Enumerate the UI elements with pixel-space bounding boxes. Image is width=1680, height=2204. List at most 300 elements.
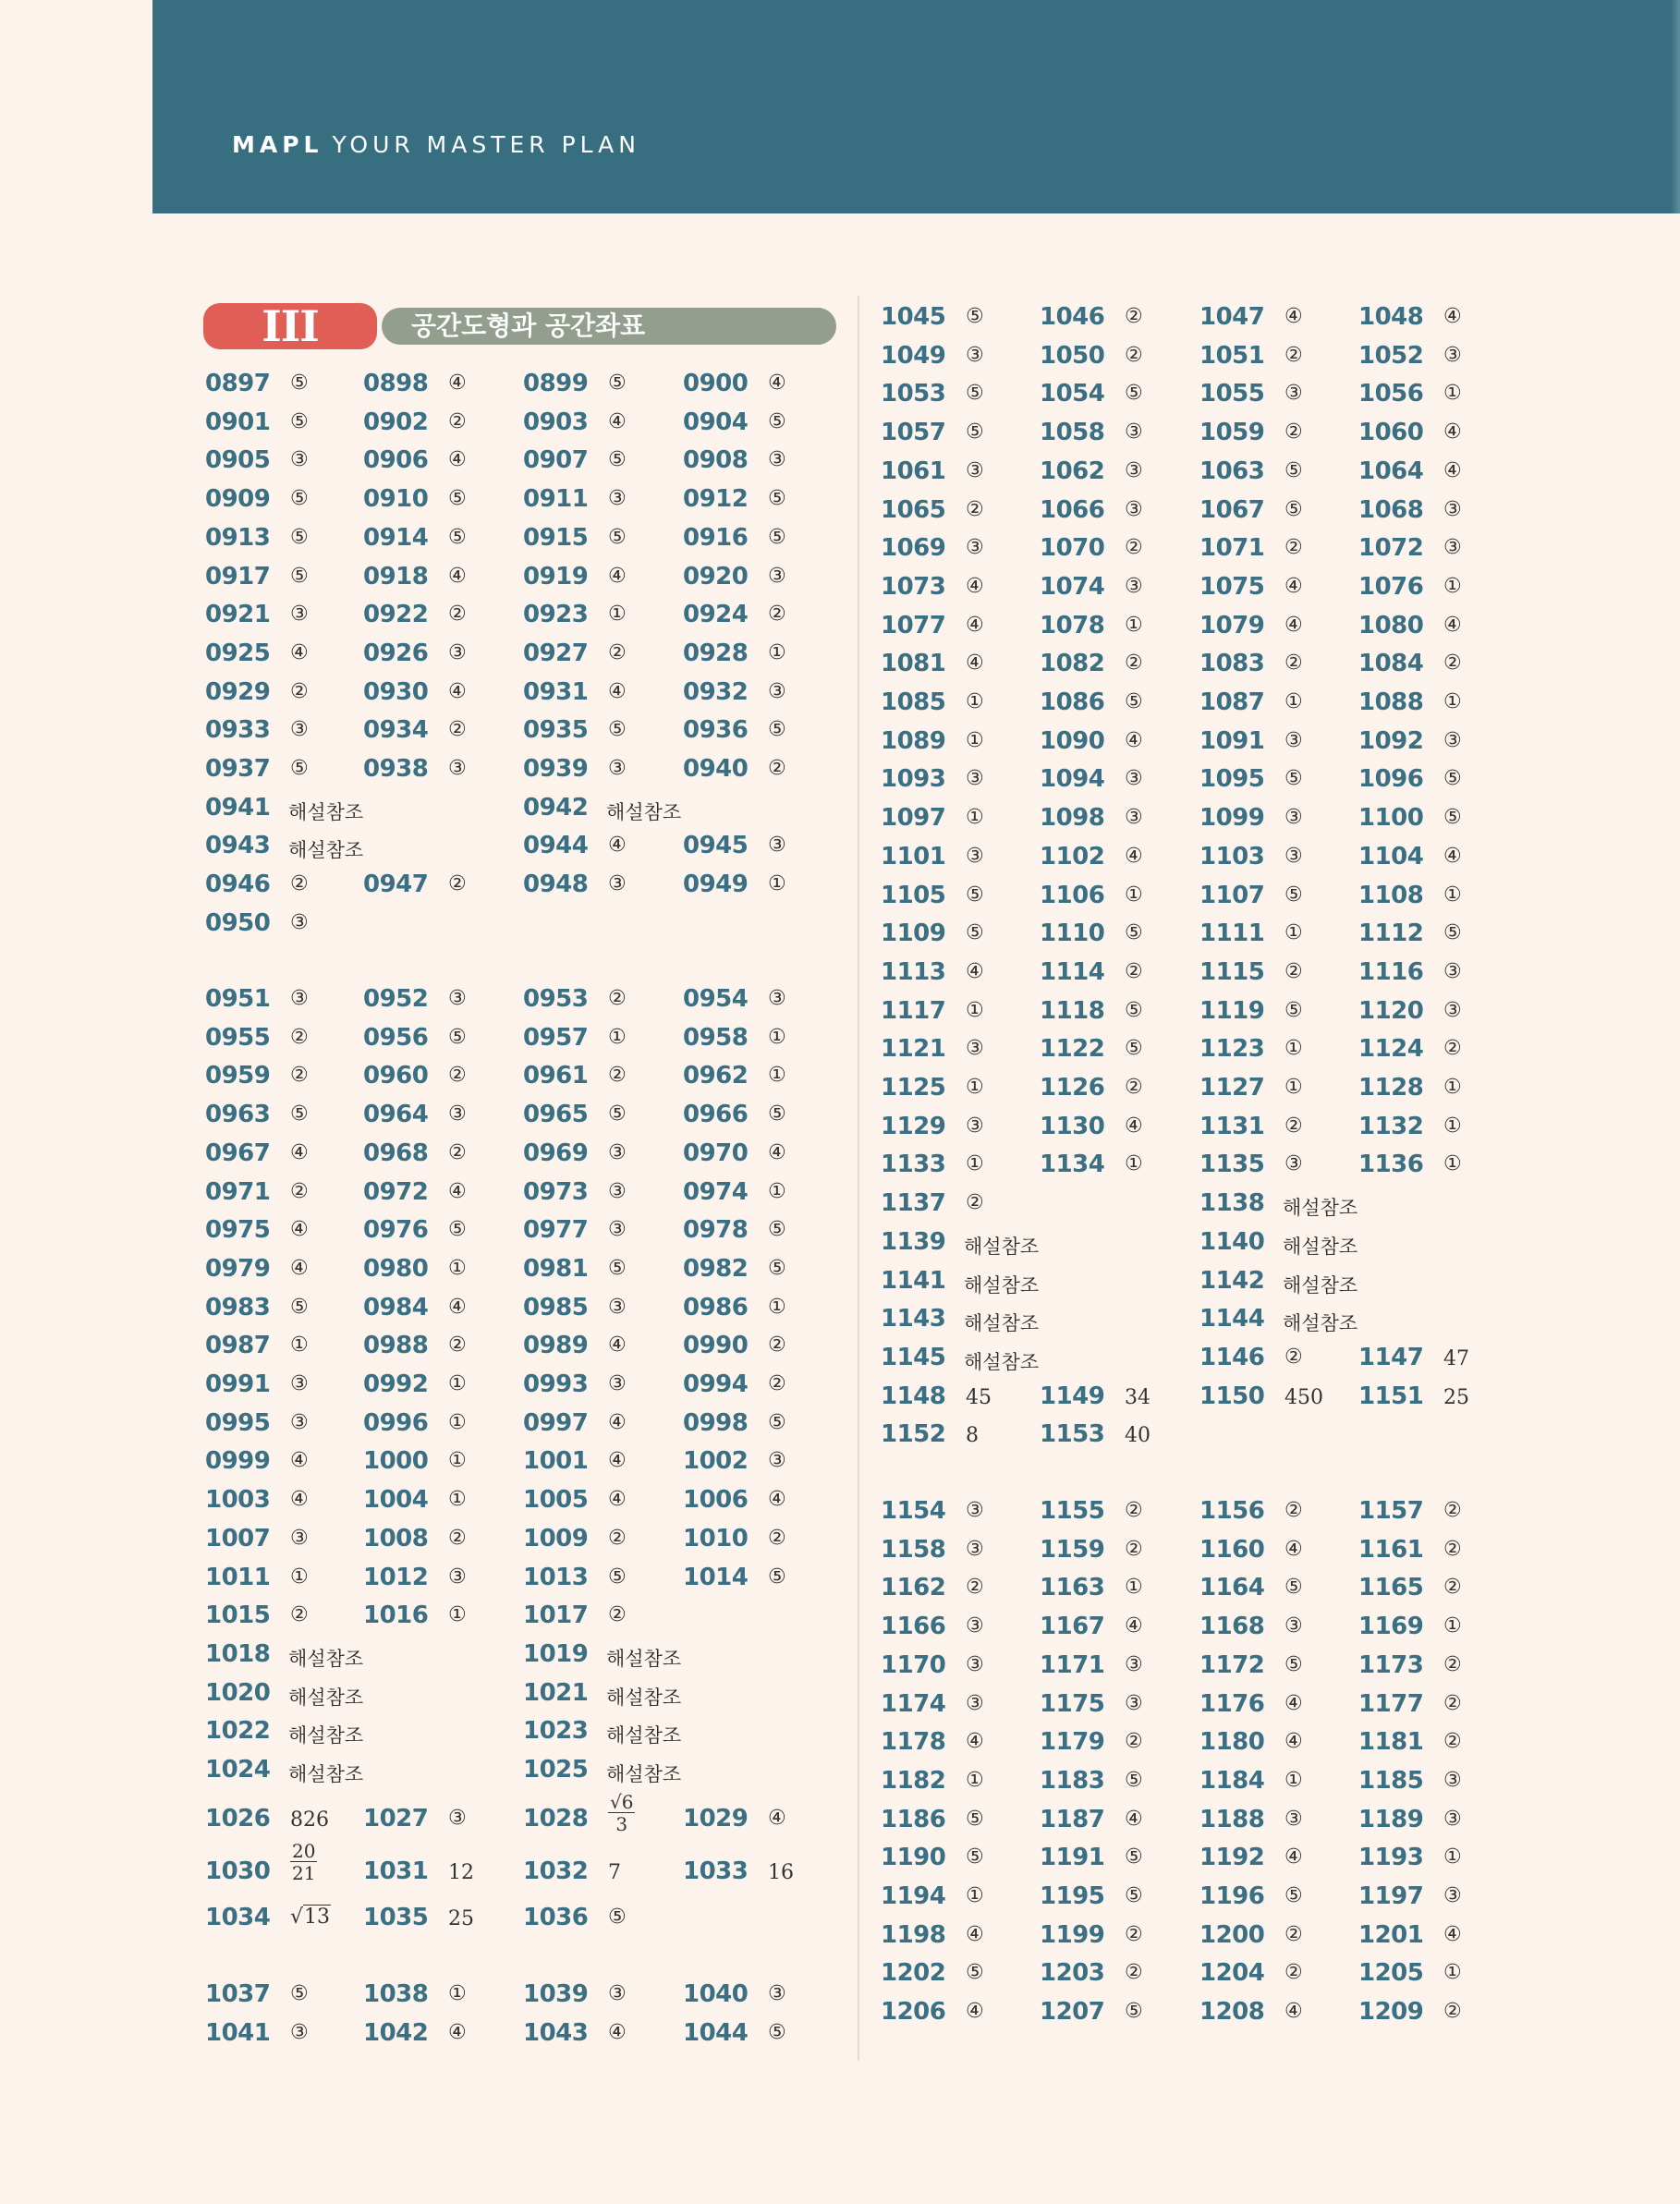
question-number: 1081 [881, 650, 946, 678]
answer-value: ③ [1284, 806, 1303, 830]
answer-value: ② [290, 1179, 309, 1203]
question-number: 0962 [683, 1062, 749, 1090]
question-number: 1075 [1199, 572, 1265, 601]
question-number: 0958 [683, 1023, 749, 1052]
question-number: 1154 [881, 1497, 946, 1525]
question-number: 1010 [683, 1524, 749, 1553]
question-number: 1080 [1358, 611, 1424, 639]
question-number: 0986 [683, 1293, 749, 1321]
question-number: 0963 [205, 1101, 271, 1129]
question-number: 1070 [1040, 534, 1105, 563]
question-number: 1141 [881, 1266, 946, 1295]
answer-value: ③ [1125, 1691, 1143, 1715]
question-number: 1185 [1358, 1766, 1424, 1795]
radical-sign: √ [290, 1906, 304, 1929]
question-number: 1203 [1040, 1959, 1105, 1988]
question-number: 1047 [1199, 303, 1265, 331]
question-number: 0941 [205, 793, 271, 822]
question-number: 1202 [881, 1959, 946, 1988]
answer-value: 해설참조 [606, 1724, 682, 1747]
question-number: 1079 [1199, 611, 1265, 639]
question-number: 1170 [881, 1650, 946, 1679]
question-number: 1018 [205, 1639, 271, 1668]
question-number: 1156 [1199, 1497, 1265, 1525]
question-number: 1019 [523, 1639, 589, 1668]
question-number: 1184 [1199, 1766, 1265, 1795]
question-number: 1092 [1358, 726, 1424, 755]
question-number: 0920 [683, 562, 749, 591]
answer-value: ③ [966, 1614, 984, 1638]
answer-value: ⑤ [966, 420, 984, 444]
question-number: 1072 [1358, 534, 1424, 563]
question-number: 1167 [1040, 1613, 1105, 1641]
answer-value: ④ [448, 1295, 467, 1319]
question-number: 0919 [523, 562, 589, 591]
question-number: 0951 [205, 985, 271, 1013]
answer-value: ③ [1443, 343, 1462, 367]
answer-value: ④ [1443, 420, 1462, 444]
answer-value: ① [966, 806, 984, 830]
answer-value: ① [966, 690, 984, 713]
answer-value: ③ [290, 1526, 309, 1550]
answer-value: ② [1125, 343, 1143, 367]
question-number: 1102 [1040, 842, 1105, 871]
answer-value: ② [1125, 1537, 1143, 1561]
question-number: 1151 [1358, 1382, 1424, 1410]
answer-value: ⑤ [1284, 1884, 1303, 1907]
answer-value: ③ [966, 343, 984, 367]
question-number: 1086 [1040, 688, 1105, 716]
question-number: 1030 [205, 1857, 271, 1885]
answer-value: ① [448, 1410, 467, 1434]
column-divider [858, 296, 859, 2061]
answer-value: ③ [1284, 1807, 1303, 1831]
answer-value: ① [1443, 883, 1462, 907]
question-number: 0991 [205, 1370, 271, 1398]
question-number: 1101 [881, 842, 946, 871]
question-number: 1015 [205, 1601, 271, 1630]
question-number: 1195 [1040, 1882, 1105, 1910]
question-number: 1013 [523, 1563, 589, 1591]
question-number: 1116 [1358, 957, 1424, 986]
answer-value: ⑤ [608, 1102, 627, 1126]
question-number: 1159 [1040, 1535, 1105, 1564]
answer-value: ② [1443, 1652, 1462, 1676]
answer-value: ④ [448, 371, 467, 395]
answer-value: ⑤ [448, 1218, 467, 1242]
question-number: 1034 [205, 1904, 271, 1931]
answer-value: 해설참조 [1283, 1273, 1358, 1297]
answer-value: ① [966, 1152, 984, 1176]
question-number: 0926 [363, 639, 429, 667]
answer-value: ⑤ [1125, 1845, 1143, 1869]
answer-value: ⑤ [966, 883, 984, 907]
answer-value: ⑤ [290, 1295, 309, 1319]
question-number: 0975 [205, 1216, 271, 1245]
answer-value: ② [1443, 1499, 1462, 1522]
answer-value: 해설참조 [288, 1647, 364, 1670]
answer-value: ④ [608, 409, 627, 433]
question-number: 0915 [523, 523, 589, 552]
answer-value: ② [608, 640, 627, 664]
answer-value: ③ [448, 1565, 467, 1589]
answer-value: ⑤ [290, 371, 309, 395]
question-number: 1157 [1358, 1497, 1424, 1525]
question-number: 1077 [881, 611, 946, 639]
question-number: 1036 [523, 1904, 589, 1931]
answer-value: ⑤ [608, 1256, 627, 1280]
answer-value: ② [448, 1333, 467, 1358]
chapter-title: 공간도형과 공간좌표 [411, 311, 646, 341]
question-number: 1119 [1199, 996, 1265, 1025]
question-number: 1063 [1199, 457, 1265, 485]
answer-value: ① [1125, 1576, 1143, 1600]
question-number: 1021 [523, 1678, 589, 1707]
question-number: 1194 [881, 1882, 946, 1910]
question-number: 1016 [363, 1601, 429, 1630]
question-number: 0900 [683, 370, 749, 397]
question-number: 0999 [205, 1447, 271, 1476]
answer-value: ⑤ [290, 1982, 309, 2005]
question-number: 0899 [523, 370, 589, 397]
answer-value: ② [1125, 305, 1143, 328]
question-number: 0942 [523, 793, 589, 822]
answer-value: ④ [448, 564, 467, 588]
question-number: 0966 [683, 1101, 749, 1129]
answer-value: ③ [768, 679, 786, 703]
answer-value: ④ [1443, 458, 1462, 482]
answer-value: 해설참조 [964, 1273, 1040, 1297]
question-number: 1147 [1358, 1343, 1424, 1371]
answer-value: ⑤ [966, 382, 984, 406]
question-number: 0898 [363, 370, 429, 397]
chapter-numeral-badge [203, 303, 377, 349]
question-number: 0955 [205, 1023, 271, 1052]
answer-value: ③ [1443, 1768, 1462, 1792]
question-number: 0929 [205, 677, 271, 706]
question-number: 1199 [1040, 1920, 1105, 1949]
answer-value: ④ [1284, 1730, 1303, 1754]
answer-value: ④ [608, 1333, 627, 1358]
question-number: 0944 [523, 832, 589, 860]
question-number: 0994 [683, 1370, 749, 1398]
question-number: 1060 [1358, 419, 1424, 447]
answer-value: ② [1284, 1345, 1303, 1369]
answer-value: ② [290, 1025, 309, 1049]
question-number: 1037 [205, 1980, 271, 2008]
question-number: 0977 [523, 1216, 589, 1245]
answer-value: ① [290, 1333, 309, 1358]
question-number: 1200 [1199, 1920, 1265, 1949]
answer-value: ④ [1284, 574, 1303, 598]
question-number: 0933 [205, 716, 271, 745]
answer-value: ① [768, 872, 786, 896]
answer-value: ① [1443, 1114, 1462, 1138]
question-number: 1191 [1040, 1844, 1105, 1872]
answer-value: ③ [290, 448, 309, 472]
answer-value: ⑤ [966, 1845, 984, 1869]
answer-value: ⑤ [1443, 806, 1462, 830]
answer-value: ③ [1284, 728, 1303, 752]
question-number: 0980 [363, 1254, 429, 1283]
answer-value: ① [1284, 1768, 1303, 1792]
answer-value: ③ [768, 834, 786, 858]
answer-value: ③ [966, 1652, 984, 1676]
question-number: 1000 [363, 1447, 429, 1476]
question-number: 1145 [881, 1343, 946, 1371]
question-number: 0987 [205, 1332, 271, 1360]
answer-value: ⑤ [290, 487, 309, 511]
question-number: 0998 [683, 1408, 749, 1437]
answer-value: ③ [1284, 1614, 1303, 1638]
answer-value: ④ [966, 1730, 984, 1754]
question-number: 1187 [1040, 1805, 1105, 1833]
answer-value: 해설참조 [606, 1763, 682, 1785]
answer-value: ④ [1125, 728, 1143, 752]
question-number: 0938 [363, 755, 429, 783]
answer-fraction [608, 1792, 635, 1835]
question-number: 1005 [523, 1486, 589, 1515]
question-number: 0909 [205, 485, 271, 514]
answer-value: ③ [1443, 536, 1462, 560]
fraction-denominator: 3 [615, 1813, 628, 1835]
answer-value: ② [290, 1603, 309, 1627]
question-number: 0950 [205, 908, 271, 937]
question-number: 1196 [1199, 1882, 1265, 1910]
question-number: 1083 [1199, 650, 1265, 678]
answer-value: ⑤ [290, 564, 309, 588]
answer-value: ⑤ [1125, 1884, 1143, 1907]
answer-value: ② [448, 603, 467, 627]
question-number: 1035 [363, 1904, 429, 1931]
answer-value: ③ [1125, 420, 1143, 444]
question-number: 1140 [1199, 1227, 1265, 1256]
answer-value: ③ [966, 1537, 984, 1561]
answer-value: ⑤ [768, 1256, 786, 1280]
question-number: 1111 [1199, 919, 1265, 948]
answer-value: ④ [1125, 1114, 1143, 1138]
question-number: 0952 [363, 985, 429, 1013]
question-number: 1073 [881, 572, 946, 601]
question-number: 1009 [523, 1524, 589, 1553]
answer-value: ① [1125, 883, 1143, 907]
question-number: 1074 [1040, 572, 1105, 601]
answer-value: 16 [768, 1861, 794, 1884]
question-number: 1011 [205, 1563, 271, 1591]
answer-value: ① [448, 1256, 467, 1280]
answer-value: ③ [448, 987, 467, 1010]
question-number: 0985 [523, 1293, 589, 1321]
answer-value: ④ [608, 1410, 627, 1434]
answer-value: ④ [1125, 1614, 1143, 1638]
answer-value: ③ [768, 448, 786, 472]
question-number: 1008 [363, 1524, 429, 1553]
answer-value: ④ [1125, 844, 1143, 868]
question-number: 0981 [523, 1254, 589, 1283]
question-number: 0947 [363, 871, 429, 899]
answer-value: ③ [768, 1982, 786, 2005]
answer-value: ① [1443, 1845, 1462, 1869]
question-number: 1201 [1358, 1920, 1424, 1949]
answer-value: ④ [290, 1256, 309, 1280]
brand-tagline: YOUR MASTER PLAN [332, 131, 640, 158]
answer-value: ① [448, 1603, 467, 1627]
question-number: 1024 [205, 1756, 271, 1784]
question-number: 1020 [205, 1678, 271, 1707]
question-number: 1176 [1199, 1689, 1265, 1718]
question-number: 1061 [881, 457, 946, 485]
answer-value: ④ [966, 2000, 984, 2024]
answer-value: ② [1443, 1537, 1462, 1561]
question-number: 1109 [881, 919, 946, 948]
answer-value: ③ [608, 1179, 627, 1203]
answer-value: ① [768, 1025, 786, 1049]
question-number: 1046 [1040, 303, 1105, 331]
answer-value: ⑤ [1443, 767, 1462, 791]
question-number: 1027 [363, 1805, 429, 1833]
answer-value: 해설참조 [1283, 1197, 1358, 1220]
question-number: 0923 [523, 601, 589, 629]
question-number: 0983 [205, 1293, 271, 1321]
question-number: 0948 [523, 871, 589, 899]
question-number: 1166 [881, 1613, 946, 1641]
answer-value: ④ [290, 1449, 309, 1473]
question-number: 0921 [205, 601, 271, 629]
question-number: 1012 [363, 1563, 429, 1591]
answer-value: ③ [966, 536, 984, 560]
question-number: 1057 [881, 419, 946, 447]
question-number: 1124 [1358, 1035, 1424, 1064]
answer-value: ② [448, 1064, 467, 1088]
question-number: 1155 [1040, 1497, 1105, 1525]
question-number: 0903 [523, 408, 589, 436]
answer-value: ③ [290, 603, 309, 627]
answer-value: ④ [448, 2021, 467, 2044]
answer-value: ① [768, 640, 786, 664]
question-number: 1173 [1358, 1650, 1424, 1679]
answer-value: ⑤ [290, 409, 309, 433]
question-number: 0959 [205, 1062, 271, 1090]
question-number: 1087 [1199, 688, 1265, 716]
question-number: 1055 [1199, 380, 1265, 408]
answer-value: ④ [290, 1140, 309, 1164]
answer-value: ⑤ [966, 1807, 984, 1831]
answer-radical [290, 1906, 331, 1929]
answer-value: ⑤ [768, 487, 786, 511]
question-number: 0988 [363, 1332, 429, 1360]
question-number: 1029 [683, 1805, 749, 1833]
answer-value: ② [608, 987, 627, 1010]
answer-value: ① [1125, 1152, 1143, 1176]
question-number: 1198 [881, 1920, 946, 1949]
question-number: 0932 [683, 677, 749, 706]
answer-value: ③ [966, 1499, 984, 1522]
answer-value: ② [966, 497, 984, 521]
answer-value: ② [608, 1603, 627, 1627]
answer-value: ③ [448, 757, 467, 780]
answer-value: ③ [448, 1807, 467, 1830]
answer-value: ② [1443, 1576, 1462, 1600]
question-number: 1148 [881, 1382, 946, 1410]
question-number: 0912 [683, 485, 749, 514]
answer-value: ③ [1284, 844, 1303, 868]
question-number: 1115 [1199, 957, 1265, 986]
answer-value: ① [1284, 1076, 1303, 1099]
answer-value: ① [768, 1064, 786, 1088]
question-number: 1183 [1040, 1766, 1105, 1795]
answer-value: ⑤ [290, 1102, 309, 1126]
answer-value: ④ [448, 448, 467, 472]
question-number: 1095 [1199, 765, 1265, 794]
question-number: 1126 [1040, 1074, 1105, 1102]
question-number: 0906 [363, 446, 429, 475]
question-number: 0993 [523, 1370, 589, 1398]
question-number: 1182 [881, 1766, 946, 1795]
question-number: 0967 [205, 1139, 271, 1167]
answer-value: ③ [1443, 959, 1462, 983]
answer-value: ⑤ [768, 718, 786, 742]
fraction-numerator: 20 [292, 1840, 316, 1862]
question-number: 1048 [1358, 303, 1424, 331]
question-number: 1174 [881, 1689, 946, 1718]
answer-value: ② [290, 1064, 309, 1088]
question-number: 1004 [363, 1486, 429, 1515]
brand-bold: MAPL [232, 131, 323, 158]
answer-value: ⑤ [290, 525, 309, 549]
question-number: 1088 [1358, 688, 1424, 716]
answer-value: ④ [966, 613, 984, 637]
answer-value: ① [1443, 690, 1462, 713]
answer-value: ⑤ [608, 718, 627, 742]
question-number: 1089 [881, 726, 946, 755]
answer-value: ④ [1284, 613, 1303, 637]
question-number: 1192 [1199, 1844, 1265, 1872]
answer-value: ③ [290, 910, 309, 934]
question-number: 0946 [205, 871, 271, 899]
answer-value: ② [1125, 1076, 1143, 1099]
answer-value: ② [1284, 343, 1303, 367]
question-number: 0916 [683, 523, 749, 552]
answer-value: ③ [966, 1114, 984, 1138]
question-number: 1067 [1199, 495, 1265, 524]
question-number: 0971 [205, 1177, 271, 1206]
answer-value: 해설참조 [606, 1686, 682, 1709]
answer-value: ⑤ [290, 757, 309, 780]
question-number: 0982 [683, 1254, 749, 1283]
question-number: 1188 [1199, 1805, 1265, 1833]
question-number: 1049 [881, 341, 946, 370]
answer-value: ① [768, 1179, 786, 1203]
answer-value: ⑤ [1125, 998, 1143, 1022]
question-number: 0934 [363, 716, 429, 745]
question-number: 1032 [523, 1857, 589, 1885]
answer-value: ③ [1443, 998, 1462, 1022]
question-number: 1131 [1199, 1112, 1265, 1140]
answer-value: ③ [608, 1295, 627, 1319]
question-number: 1023 [523, 1717, 589, 1746]
answer-value: 해설참조 [288, 1763, 364, 1785]
answer-value: ① [1443, 1614, 1462, 1638]
answer-value: 해설참조 [288, 800, 364, 823]
question-number: 1144 [1199, 1305, 1265, 1333]
question-number: 0961 [523, 1062, 589, 1090]
question-number: 1169 [1358, 1613, 1424, 1641]
answer-value: ① [1284, 1037, 1303, 1061]
answer-value: ③ [1443, 728, 1462, 752]
answer-value: 해설참조 [288, 1686, 364, 1709]
question-number: 1121 [881, 1035, 946, 1064]
answer-value: ① [290, 1565, 309, 1589]
